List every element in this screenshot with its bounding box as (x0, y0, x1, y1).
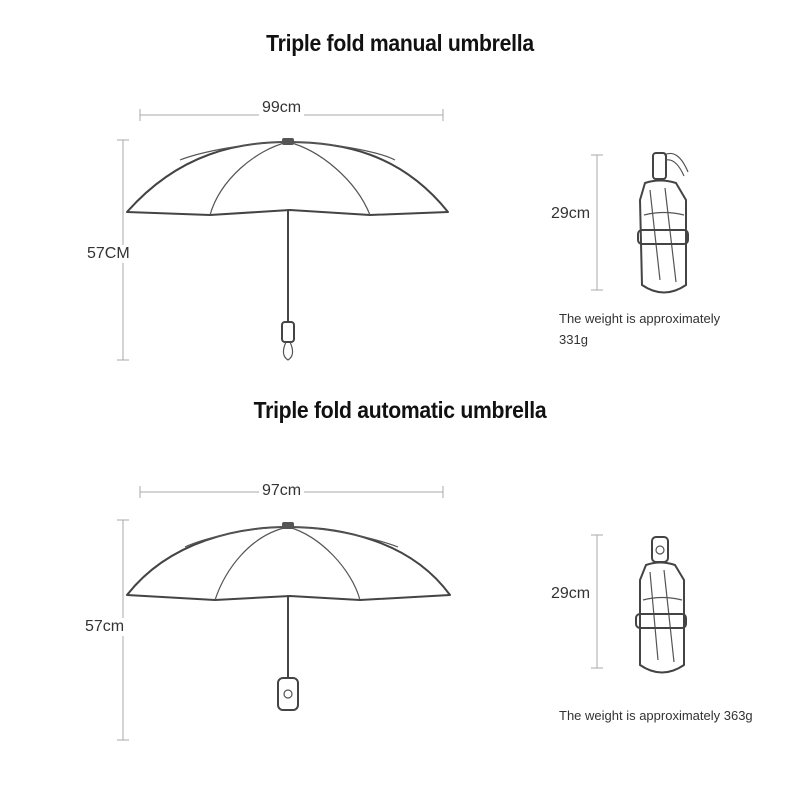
manual-height-label: 57CM (84, 245, 133, 263)
automatic-folded-umbrella-drawing (591, 535, 686, 673)
manual-width-label: 99cm (259, 99, 304, 117)
manual-weight-line-2: 331g (559, 332, 588, 347)
automatic-open-umbrella-drawing (117, 486, 450, 740)
automatic-folded-length-label: 29cm (548, 585, 593, 603)
automatic-umbrella-title: Triple fold automatic umbrella (253, 397, 547, 423)
manual-open-umbrella-drawing (117, 109, 448, 360)
automatic-height-label: 57cm (82, 618, 127, 636)
automatic-weight-text: The weight is approximately 363g (559, 708, 753, 723)
manual-weight-line-1: The weight is approximately (559, 311, 721, 326)
automatic-width-label: 97cm (259, 482, 304, 500)
manual-umbrella-title: Triple fold manual umbrella (266, 30, 534, 56)
manual-folded-umbrella-drawing (591, 153, 688, 293)
manual-weight-text (559, 308, 720, 350)
manual-folded-length-label: 29cm (548, 205, 593, 223)
